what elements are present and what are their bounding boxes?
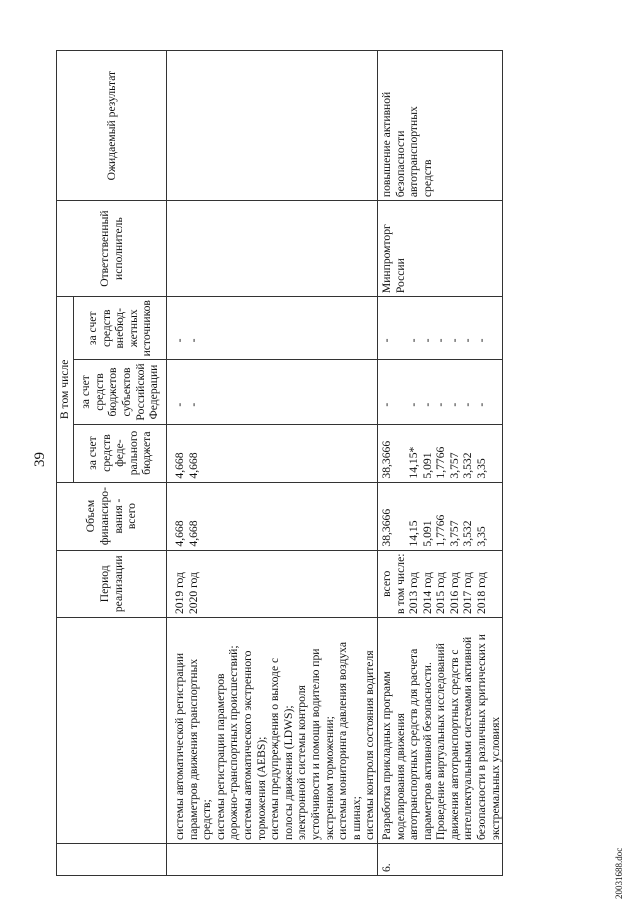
volume-cell [394,486,408,547]
result-line: автотранспортных [407,106,421,198]
federal-cell: 14,15* [407,446,421,479]
description-line: электронной системы контроля [295,685,309,840]
extra-cell [394,300,408,356]
extra-cell: - [461,338,475,343]
volume-cell: 5,091 [420,520,434,547]
program-table [56,50,503,876]
row-a-extra [167,297,378,360]
extra-cell: - [379,338,393,343]
row-b-number: 6. [377,844,502,876]
row-a-periods [167,550,378,617]
description-line: системы предупреждения о выходе с [268,657,282,840]
page-number: 39 [32,452,48,467]
header-federal: за счет средств феде-рального бюджета [74,424,167,482]
volume-cell: 3,35 [475,526,489,547]
regional-cell: - [407,402,421,407]
footer-doc-code: 20031688.doc [614,847,624,899]
description-line: моделирования движения [393,713,407,840]
row-a-number [167,844,378,876]
row-a-federal [167,424,378,482]
regional-cell: - [461,402,475,407]
row-b-result [377,51,502,201]
period-cell: всего [379,570,393,597]
result-line: средств [420,159,434,198]
period-cell: 2013 год [407,572,421,614]
row-a-result [167,51,378,201]
extra-cell: - [186,338,200,343]
regional-cell: - [434,402,448,407]
description-line: Проведение виртуальных исследований [434,643,448,840]
row-b-federal [377,424,502,482]
period-cell: 2016 год [447,572,461,614]
volume-cell: 1,7766 [434,514,448,547]
extra-cell: - [420,338,434,343]
period-cell: 2018 год [475,572,489,614]
row-b-extra [377,297,502,360]
executor-line: Минпромторг [379,224,393,294]
federal-cell: 3,532 [461,452,475,479]
row-a-volume [167,482,378,550]
period-cell: 2019 год [173,572,186,614]
result-line: повышение активной [379,91,393,198]
description-line: системы регистрации параметров [213,673,227,840]
federal-cell: 4,668 [186,452,200,479]
header-regional: за счет средств бюджетов субъектов Российской Федерации [74,360,167,424]
header-volume: Объем финансиро-вания - всего [57,482,167,550]
description-line: средств; [200,799,214,840]
header-including: В том числе [57,297,74,482]
row-b-executor [377,201,502,297]
federal-cell: 5,091 [420,452,434,479]
header-number [57,844,167,876]
regional-cell [394,363,408,420]
regional-cell: - [475,402,489,407]
header-period: Период реализации [57,550,167,617]
row-b-regional [377,360,502,424]
regional-cell: - [420,402,434,407]
regional-cell: - [379,402,393,407]
extra-cell: - [434,338,448,343]
row-a-description [167,618,378,844]
description-line: экстремальных условиях [488,716,502,840]
extra-cell: - [407,338,421,343]
description-line: системы автоматического экстренного [240,650,254,840]
regional-cell: - [186,402,200,407]
description-line: параметров движения транспортных [186,658,200,840]
header-row-1 [57,51,74,876]
header-description [57,618,167,844]
header-extra: за счет средств внебюд-жетных источников [74,297,167,360]
executor-line: России [393,258,407,294]
description-line: системы автоматической регистрации [173,652,186,840]
row-b-periods [377,550,502,617]
federal-cell: 3,757 [447,452,461,479]
period-cell: 2017 год [461,572,475,614]
description-line: экстренном торможении; [322,716,336,840]
row-b-description [377,618,502,844]
description-line: безопасности в различных критических и [475,634,489,840]
description-line: полосы движения (LDWS); [281,705,295,840]
extra-cell: - [173,338,186,343]
period-cell: 2014 год [420,572,434,614]
row-a-regional [167,360,378,424]
regional-cell: - [447,402,461,407]
description-line: системы контроля состояния водителя [363,650,377,840]
period-cell: 2020 год [186,572,200,614]
volume-cell: 4,668 [186,520,200,547]
period-cell: в том числе: [393,553,407,614]
description-line: автотранспортных средств для расчета [407,648,421,840]
federal-cell [394,428,408,479]
extra-cell: - [447,338,461,343]
description-line: Разработка прикладных программ [379,671,393,840]
header-executor: Ответственный исполнитель [57,201,167,297]
description-line: устойчивости и помощи водителю при [308,648,322,840]
regional-cell: - [173,402,186,407]
description-line: интеллектуальными системами активной [461,636,475,840]
row-a-executor [167,201,378,297]
description-line: дорожно-транспортных происшествий; [227,645,241,840]
federal-cell: 38,3666 [379,440,393,479]
extra-cell: - [475,338,489,343]
table-row [167,51,378,876]
header-result: Ожидаемый результат [57,51,167,201]
description-line: движения автотранспортных средств с [447,649,461,840]
federal-cell: 1,7766 [434,446,448,479]
description-line: параметров активной безопасности. [420,662,434,840]
row-b-volume [377,482,502,550]
volume-cell: 3,757 [447,520,461,547]
description-line: торможения (AEBS); [254,736,268,840]
volume-cell: 4,668 [173,520,186,547]
volume-cell: 14,15 [407,520,421,547]
federal-cell: 4,668 [173,452,186,479]
result-line: безопасности [393,130,407,198]
table-row [377,51,502,876]
federal-cell: 3,35 [475,458,489,479]
volume-cell: 3,532 [461,520,475,547]
period-cell: 2015 год [434,572,448,614]
description-line: в шинах; [349,796,363,840]
description-line: системы мониторинга давления воздуха [336,642,350,840]
volume-cell: 38,3666 [379,508,393,547]
